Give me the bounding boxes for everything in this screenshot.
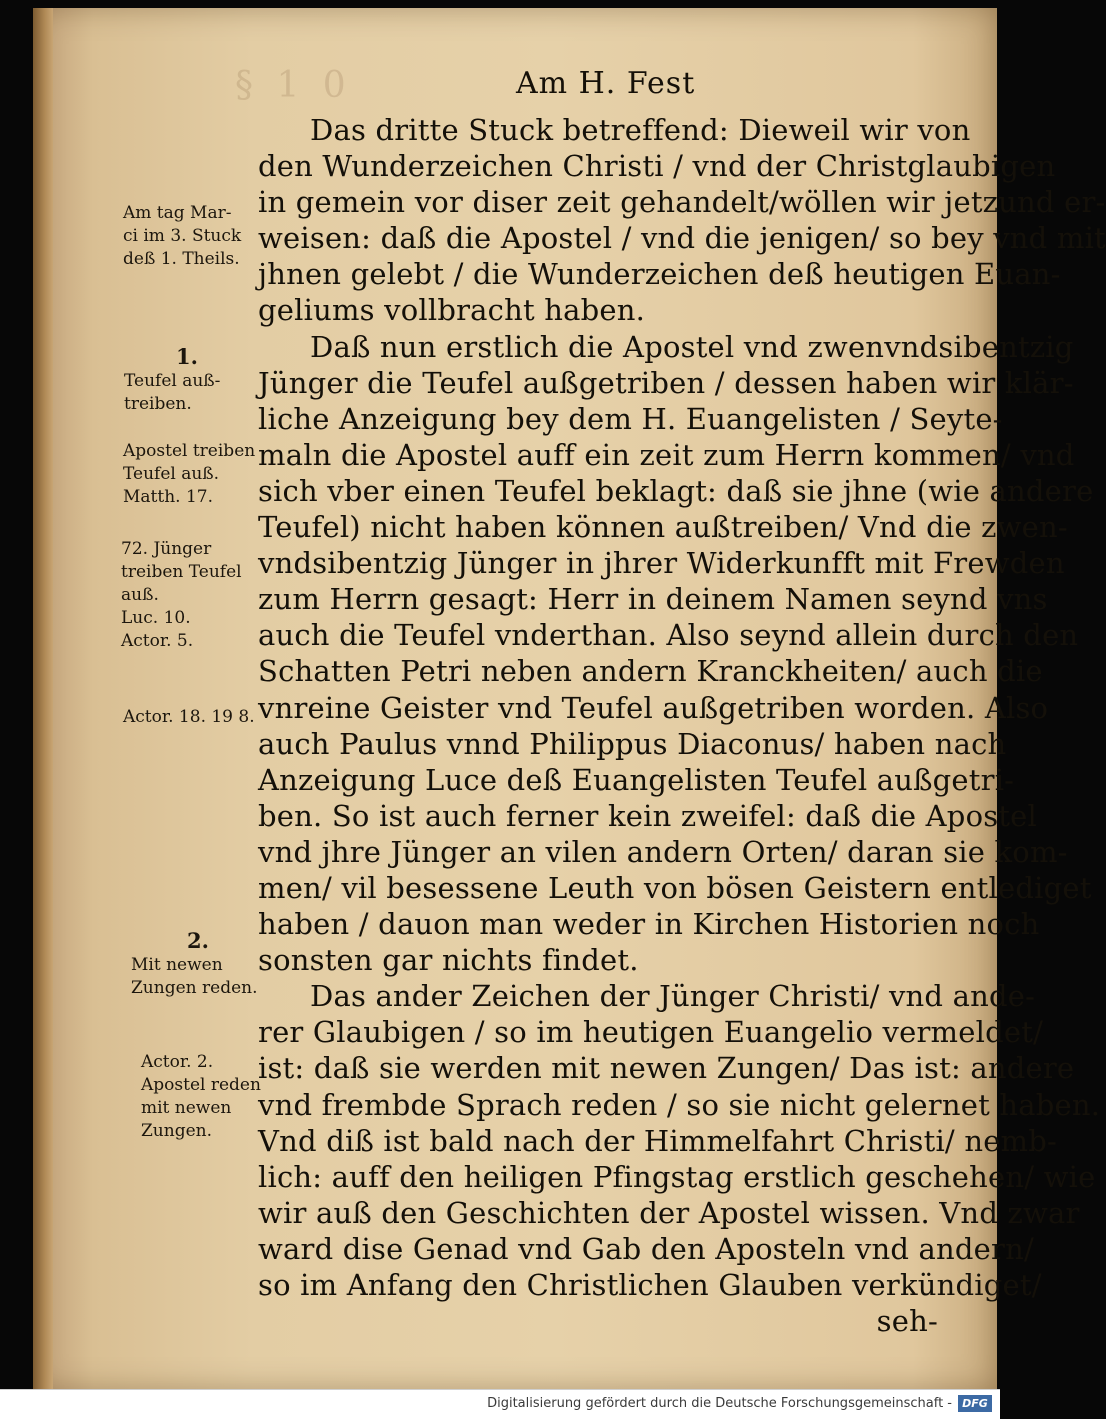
marginal-note-acts-ref: Actor. 18. 19 8. xyxy=(123,707,255,727)
marginal-note-apostles-exorcise: Apostel treiben Teufel auß. Matth. 17. xyxy=(123,441,256,507)
text-line: Vnd diß ist bald nach der Himmelfahrt Christi/ nemb- xyxy=(258,1123,1058,1158)
catchword: seh- xyxy=(876,1304,938,1339)
marginal-note-mark-day: Am tag Mar- ci im 3. Stuck deß 1. Theils. xyxy=(123,203,242,269)
page-edge xyxy=(33,8,53,1390)
text-line: ist: daß sie werden mit newen Zungen/ Das ist: andere xyxy=(258,1051,1075,1086)
text-line: so im Anfang den Christlichen Glauben verkündiget/ xyxy=(258,1268,1042,1302)
text-line: rer Glaubigen / so im heutigen Euangelio vermeldet/ xyxy=(258,1015,1044,1050)
text-line: weisen: daß die Apostel / vnd die jenigen/ so bey vnd mit xyxy=(258,221,1106,256)
text-line: Das ander Zeichen der Jünger Christi/ vnd ande- xyxy=(310,979,1036,1014)
marginal-note-72-disciples: 72. Jünger treiben Teufel auß. Luc. 10. Actor. 5. xyxy=(121,539,242,651)
text-line: den Wunderzeichen Christi / vnd der Christglaubigen xyxy=(258,149,1056,184)
footer-bar xyxy=(0,1389,1000,1419)
text-line: sich vber einen Teufel beklagt: daß sie jhne (wie andere xyxy=(258,473,1094,508)
text-line: Schatten Petri neben andern Kranckheiten/ auch die xyxy=(258,654,1043,689)
text-line: in gemein vor diser zeit gehandelt/wöllen wir jetzund er- xyxy=(258,185,1106,220)
marginal-note-tongues: 2. Mit newen Zungen reden. xyxy=(131,928,261,1000)
text-line: Das dritte Stuck betreffend: Dieweil wir von xyxy=(310,113,971,147)
text-line: auch Paulus vnnd Philippus Diaconus/ haben nach xyxy=(258,726,1007,761)
text-line: lich: auff den heiligen Pfingstag erstlich geschehen/ wie xyxy=(258,1159,1096,1194)
main-text-block xyxy=(258,112,1106,1339)
section-number: 1. xyxy=(176,344,198,369)
section-number: 2. xyxy=(187,928,209,953)
text-line: vnreine Geister vnd Teufel außgetriben worden. Also xyxy=(258,690,1049,725)
text-line: maln die Apostel auff ein zeit zum Herrn kommen/ vnd xyxy=(258,437,1075,472)
text-line: sonsten gar nichts findet. xyxy=(258,943,639,978)
text-line: ward dise Genad vnd Gab den Aposteln vnd andern/ xyxy=(258,1231,1034,1266)
text-line: haben / dauon man weder in Kirchen Historien noch xyxy=(258,907,1040,942)
text-line: Jünger die Teufel außgetriben / dessen haben wir klär- xyxy=(258,365,1074,400)
text-line: ben. So ist auch ferner kein zweifel: daß die Apostel xyxy=(258,798,1038,833)
marginal-note-exorcism: 1. Teufel auß- treiben. xyxy=(124,344,234,416)
text-line: auch die Teufel vnderthan. Also seynd allein durch den xyxy=(258,618,1079,653)
text-line: geliums vollbracht haben. xyxy=(258,293,646,328)
text-line: liche Anzeigung bey dem H. Euangelisten / Seyte- xyxy=(258,401,1003,436)
text-line: Anzeigung Luce deß Euangelisten Teufel außgetri- xyxy=(258,762,1015,797)
text-line: wir auß den Geschichten der Apostel wissen. Vnd zwar xyxy=(258,1195,1080,1230)
text-line: jhnen gelebt / die Wunderzeichen deß heutigen Euan- xyxy=(258,257,1061,292)
dfg-logo: DFG xyxy=(958,1395,992,1412)
text-line: Teufel) nicht haben können außtreiben/ Vnd die zwen- xyxy=(258,510,1068,545)
text-line: Daß nun erstlich die Apostel vnd zwenvndsibentzig xyxy=(310,329,1074,364)
funding-notice: Digitalisierung gefördert durch die Deutsche Forschungsgemeinschaft - xyxy=(487,1396,952,1411)
show-through: § 1 0 xyxy=(235,65,352,106)
text-line: vnd frembde Sprach reden / so sie nicht gelernet haben. xyxy=(258,1087,1101,1122)
text-line: vndsibentzig Jünger in jhrer Widerkunfft mit Frewden xyxy=(258,546,1065,581)
text-line: men/ vil besessene Leuth von bösen Geistern entlediget xyxy=(258,870,1092,905)
text-line: zum Herrn gesagt: Herr in deinem Namen seynd vns xyxy=(258,582,1048,617)
marginal-note-apostles-tongues: Actor. 2. Apostel reden mit newen Zungen. xyxy=(141,1052,261,1141)
running-head: Am H. Fest xyxy=(516,66,696,101)
text-line: vnd jhre Jünger an vilen andern Orten/ daran sie kom- xyxy=(258,834,1068,869)
